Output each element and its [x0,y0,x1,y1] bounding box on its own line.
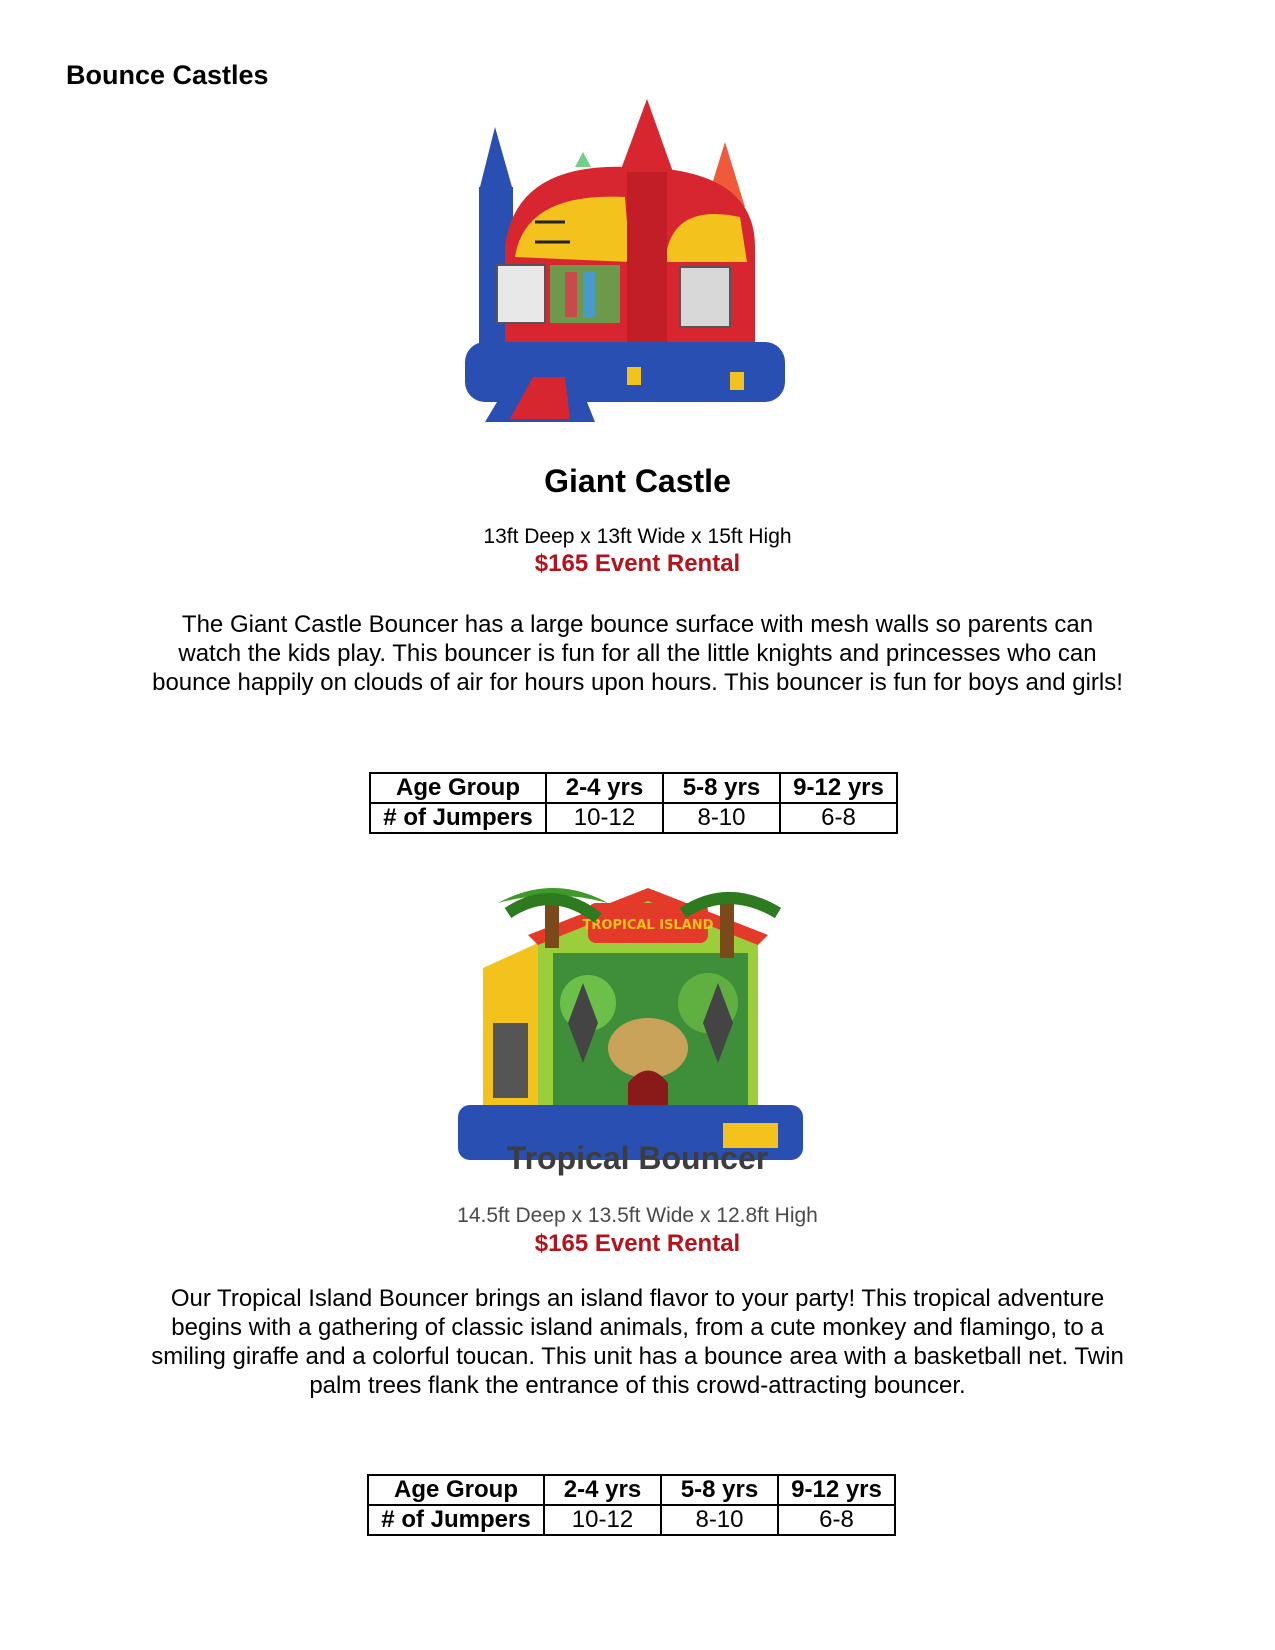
table-header-cell: Age Group [370,773,546,803]
table-row [370,803,897,833]
table-header-cell: 9-12 yrs [778,1475,895,1505]
table-row [370,773,897,803]
product-description: The Giant Castle Bouncer has a large bounce surface with mesh walls so parents can watch the kids play. This bouncer is fun for all the little knights and princesses who can bounce happily on clouds of air for hours upon hours. This bouncer is fun for boys and girls! [152,611,1123,696]
table-cell: 6-8 [780,803,897,833]
table-header-cell: Age Group [368,1475,544,1505]
jumpers-table [367,1474,896,1536]
table-row [368,1505,895,1535]
table-header-cell: 5-8 yrs [663,773,780,803]
tropical-bouncer-icon [458,873,803,1163]
page-heading: Bounce Castles [66,60,269,90]
table-header-cell: 5-8 yrs [661,1475,778,1505]
bouncer-sign-text: TROPICAL ISLAND [582,918,714,933]
table-cell: 10-12 [544,1505,661,1535]
product-dimensions: 14.5ft Deep x 13.5ft Wide x 12.8ft High [457,1204,818,1227]
product-description: Our Tropical Island Bouncer brings an island flavor to your party! This tropical adventure begins with a gathering of classic island animals, from a cute monkey and flamingo, to a smiling giraffe and a colorful toucan. This unit has a bounce area with a basketball net. Twin palm trees flank the entrance of this crowd-attracting bouncer. [151,1285,1124,1399]
table-cell: 8-10 [663,803,780,833]
product-dimensions: 13ft Deep x 13ft Wide x 15ft High [483,525,792,548]
product-title-tropical-bouncer: Tropical Bouncer [506,1140,769,1176]
product-price: $165 Event Rental [534,550,741,577]
table-header-cell: 2-4 yrs [544,1475,661,1505]
product-title-giant-castle: Giant Castle [544,463,731,499]
table-header-cell: 2-4 yrs [546,773,663,803]
table-cell: # of Jumpers [370,803,546,833]
table-header-cell: 9-12 yrs [780,773,897,803]
table-row [368,1475,895,1505]
table-cell: 6-8 [778,1505,895,1535]
castle-bouncer-icon [455,97,785,432]
table-cell: 10-12 [546,803,663,833]
table-cell: 8-10 [661,1505,778,1535]
jumpers-table [369,772,898,834]
product-price: $165 Event Rental [534,1230,741,1257]
table-cell: # of Jumpers [368,1505,544,1535]
